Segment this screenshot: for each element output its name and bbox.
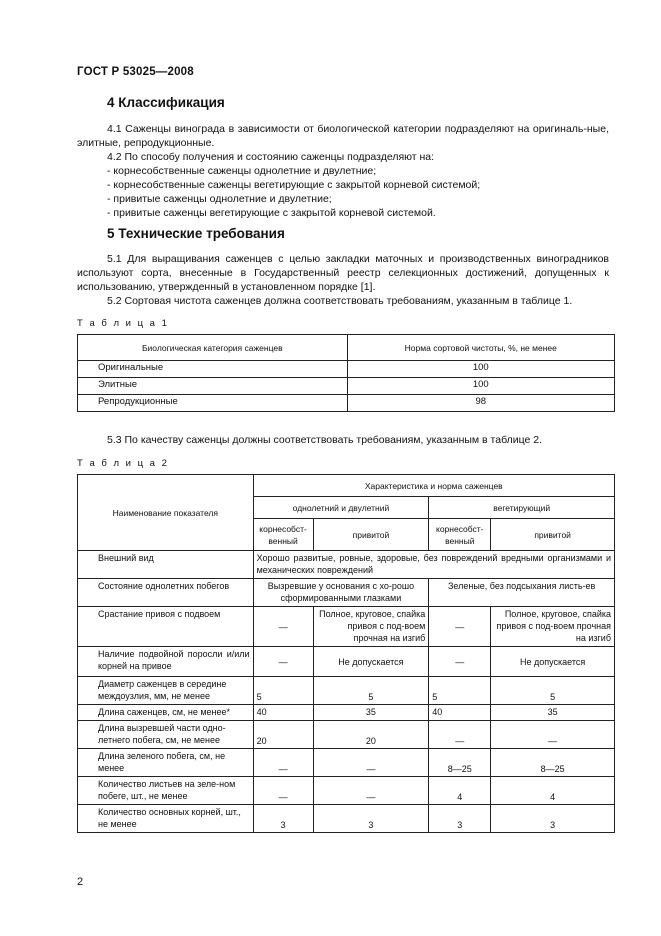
- section-5-3-body: [77, 433, 609, 447]
- section-5-title: 5 Технические требования: [107, 226, 285, 241]
- table-cell: —: [429, 647, 491, 677]
- table-cell: —: [253, 777, 313, 805]
- table-cell: Количество основных корней, шт., не менее: [78, 805, 254, 833]
- table-cell: 8—25: [491, 749, 615, 777]
- table-cell: 40: [429, 705, 491, 721]
- table-cell: Не допускается: [491, 647, 615, 677]
- paragraph-5-2: 5.2 Сортовая чистота саженцев должна соответствовать требованиям, указанным в таблице 1.: [107, 295, 573, 307]
- table-cell: Полное, круговое, спайка привоя с под-воем прочная на изгиб: [313, 607, 429, 647]
- page-number: 2: [77, 876, 84, 888]
- table-row: [78, 579, 615, 607]
- table-cell: Внешний вид: [78, 551, 254, 579]
- table-cell: Длина вызревшей части одно-летнего побега, см, не менее: [78, 721, 254, 749]
- table-cell: Оригинальные: [78, 361, 348, 378]
- table-cell: —: [429, 607, 491, 647]
- table-cell: Элитные: [78, 378, 348, 395]
- table-2-header-own-root: корнесобст-венный: [253, 519, 313, 551]
- table-cell: 3: [429, 805, 491, 833]
- section-4-body: [77, 122, 609, 220]
- table-cell: 5: [429, 677, 491, 705]
- table-cell: —: [491, 721, 615, 749]
- paragraph-5-1: 5.1 Для выращивания саженцев с целью закладки маточных и производственных виноградников используют сорта, внесенные в Государственный реестр селекционных достижений, допущенных к использованию, утвержденный в установленном порядке [1].: [77, 253, 609, 293]
- table-cell: 4: [491, 777, 615, 805]
- list-item: - корнесобственные саженцы вегетирующие с закрытой корневой системой;: [107, 179, 481, 191]
- table-cell: Полное, круговое, спайка привоя с под-воем прочная на изгиб: [491, 607, 615, 647]
- table-row: [78, 551, 615, 579]
- section-5-body: [77, 252, 609, 308]
- table-cell: —: [313, 777, 429, 805]
- table-header-row: [78, 475, 615, 497]
- table-cell: —: [253, 607, 313, 647]
- table-2-header-grafted: привитой: [491, 519, 615, 551]
- table-2-header-vegetating: вегетирующий: [429, 497, 615, 519]
- table-cell: —: [313, 749, 429, 777]
- table-2-header-grafted: привитой: [313, 519, 429, 551]
- table-2: [77, 474, 615, 833]
- table-cell: Вызревшие у основания с хо-рошо сформированными глазками: [253, 579, 429, 607]
- table-header-row: [78, 335, 615, 361]
- table-row: [78, 361, 615, 378]
- table-cell: 20: [313, 721, 429, 749]
- table-cell: 35: [491, 705, 615, 721]
- paragraph-4-2: 4.2 По способу получения и состоянию саженцы подразделяют на:: [107, 151, 435, 163]
- table-row: [78, 677, 615, 705]
- table-cell: 5: [313, 677, 429, 705]
- table-row: [78, 749, 615, 777]
- table-cell: 35: [313, 705, 429, 721]
- table-2-header-annual: однолетний и двулетний: [253, 497, 429, 519]
- table-cell: 40: [253, 705, 313, 721]
- table-row: [78, 378, 615, 395]
- table-cell: 20: [253, 721, 313, 749]
- table-cell: Зеленые, без подсыхания листь-ев: [429, 579, 615, 607]
- table-cell: Состояние однолетних побегов: [78, 579, 254, 607]
- paragraph-4-1: 4.1 Саженцы винограда в зависимости от биологической категории подразделяют на оригиналь-ные, элитные, репродукционные.: [77, 123, 609, 149]
- table-2-header-characteristic: Характеристика и норма саженцев: [253, 475, 614, 497]
- table-cell: 100: [347, 361, 614, 378]
- table-cell: 5: [253, 677, 313, 705]
- table-row: [78, 805, 615, 833]
- table-cell: 5: [491, 677, 615, 705]
- section-4-title: 4 Классификация: [107, 95, 225, 110]
- table-cell: 100: [347, 378, 614, 395]
- table-2-caption: Т а б л и ц а 2: [77, 458, 169, 469]
- table-cell: 4: [429, 777, 491, 805]
- table-2-header-own-root: корнесобст-венный: [429, 519, 491, 551]
- table-1-header-norm: Норма сортовой чистоты, %, не менее: [347, 335, 614, 361]
- table-row: [78, 647, 615, 677]
- table-row: [78, 705, 615, 721]
- table-cell: Репродукционные: [78, 395, 348, 412]
- table-cell: Количество листьев на зеле-ном побеге, шт., не менее: [78, 777, 254, 805]
- table-cell: Наличие подвойной поросли и/или корней на привое: [78, 647, 254, 677]
- table-1: [77, 334, 615, 412]
- table-cell: 3: [313, 805, 429, 833]
- document-id: ГОСТ Р 53025—2008: [77, 66, 194, 78]
- paragraph-5-3: 5.3 По качеству саженцы должны соответствовать требованиям, указанным в таблице 2.: [107, 434, 543, 446]
- table-row: [78, 395, 615, 412]
- table-cell: Хорошо развитые, ровные, здоровые, без повреждений вредными организмами и механических повреждений: [253, 551, 614, 579]
- table-1-caption: Т а б л и ц а 1: [77, 318, 169, 329]
- table-row: [78, 607, 615, 647]
- table-cell: 3: [253, 805, 313, 833]
- table-cell: Длина зеленого побега, см, не менее: [78, 749, 254, 777]
- table-cell: —: [253, 749, 313, 777]
- table-row: [78, 777, 615, 805]
- table-cell: 8—25: [429, 749, 491, 777]
- table-cell: Не допускается: [313, 647, 429, 677]
- list-item: - корнесобственные саженцы однолетние и двулетние;: [107, 165, 377, 177]
- list-item: - привитые саженцы однолетние и двулетние;: [107, 193, 332, 205]
- table-1-header-category: Биологическая категория саженцев: [78, 335, 348, 361]
- table-cell: —: [253, 647, 313, 677]
- table-cell: 98: [347, 395, 614, 412]
- table-row: [78, 721, 615, 749]
- table-cell: Срастание привоя с подвоем: [78, 607, 254, 647]
- table-cell: —: [429, 721, 491, 749]
- list-item: - привитые саженцы вегетирующие с закрытой корневой системой.: [107, 207, 436, 219]
- table-2-header-indicator: Наименование показателя: [78, 475, 254, 551]
- table-cell: Длина саженцев, см, не менее*: [78, 705, 254, 721]
- table-cell: Диаметр саженцев в середине междоузлия, мм, не менее: [78, 677, 254, 705]
- table-cell: 3: [491, 805, 615, 833]
